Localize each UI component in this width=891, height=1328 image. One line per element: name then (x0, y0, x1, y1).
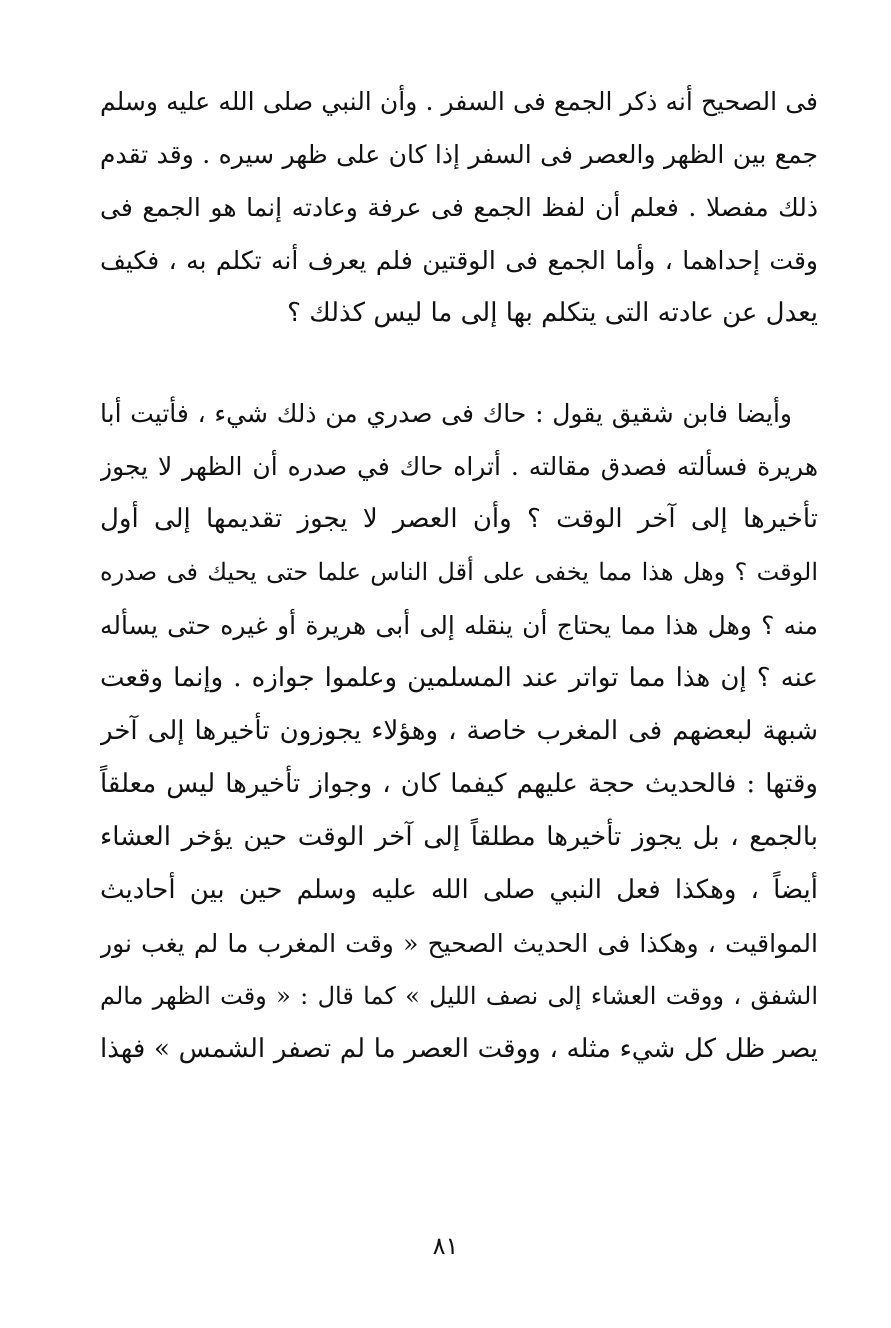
text-line: هريرة فسألته فصدق مقالته . أتراه حاك في صدره أن الظهر لا يجوز (100, 452, 818, 481)
paragraph-2 (100, 387, 818, 1076)
text-line: الوقت ؟ وهل هذا مما يخفى على أقل الناس علما حتى يحيك فى صدره (100, 558, 818, 586)
text-line: ذلك مفصلا . فعلم أن لفظ الجمع فى عرفة وعادته إنما هو الجمع فى (100, 193, 818, 222)
text-line: جمع بين الظهر والعصر فى السفر إذا كان على ظهر سيره . وقد تقدم (100, 140, 818, 169)
page-body (100, 75, 818, 1076)
text-line: يعدل عن عادته التى يتكلم بها إلى ما ليس كذلك ؟ (287, 298, 818, 328)
text-line: منه ؟ وهل هذا مما يحتاج أن ينقله إلى أبى هريرة أو غيره حتى يسأله (100, 611, 818, 640)
paragraph-gap (100, 340, 818, 387)
page-number: ٨١ (432, 1232, 459, 1260)
text-line: المواقيت ، وهكذا فى الحديث الصحيح « وقت المغرب ما لم يغب نور (100, 929, 818, 958)
paragraph-1 (100, 75, 818, 340)
text-line: أيضاً ، وهكذا فعل النبي صلى الله عليه وسلم حين بين أحاديث (100, 875, 818, 905)
text-line: وأيضا فابن شقيق يقول : حاك فى صدري من ذلك شيء ، فأتيت أبا (100, 399, 792, 428)
text-line: عنه ؟ إن هذا مما تواتر عند المسلمين وعلموا جوازه . وإنما وقعت (100, 663, 818, 693)
text-line: وقتها : فالحديث حجة عليهم كيفما كان ، وجواز تأخيرها ليس معلقاً (100, 769, 818, 799)
text-line: بالجمع ، بل يجوز تأخيرها مطلقاً إلى آخر الوقت حين يؤخر العشاء (100, 822, 818, 852)
text-line: الشفق ، ووقت العشاء إلى نصف الليل » كما قال : « وقت الظهر مالم (100, 982, 818, 1010)
text-line: تأخيرها إلى آخر الوقت ؟ وأن العصر لا يجوز تقديمها إلى أول (100, 504, 818, 534)
text-line: يصر ظل كل شيء مثله ، ووقت العصر ما لم تصفر الشمس » فهذا (100, 1034, 818, 1064)
text-line: فى الصحيح أنه ذكر الجمع فى السفر . وأن النبي صلى الله عليه وسلم (100, 87, 818, 116)
text-line: وقت إحداهما ، وأما الجمع فى الوقتين فلم يعرف أنه تكلم به ، فكيف (100, 246, 818, 275)
text-line: شبهة لبعضهم فى المغرب خاصة ، وهؤلاء يجوزون تأخيرها إلى آخر (100, 716, 818, 746)
